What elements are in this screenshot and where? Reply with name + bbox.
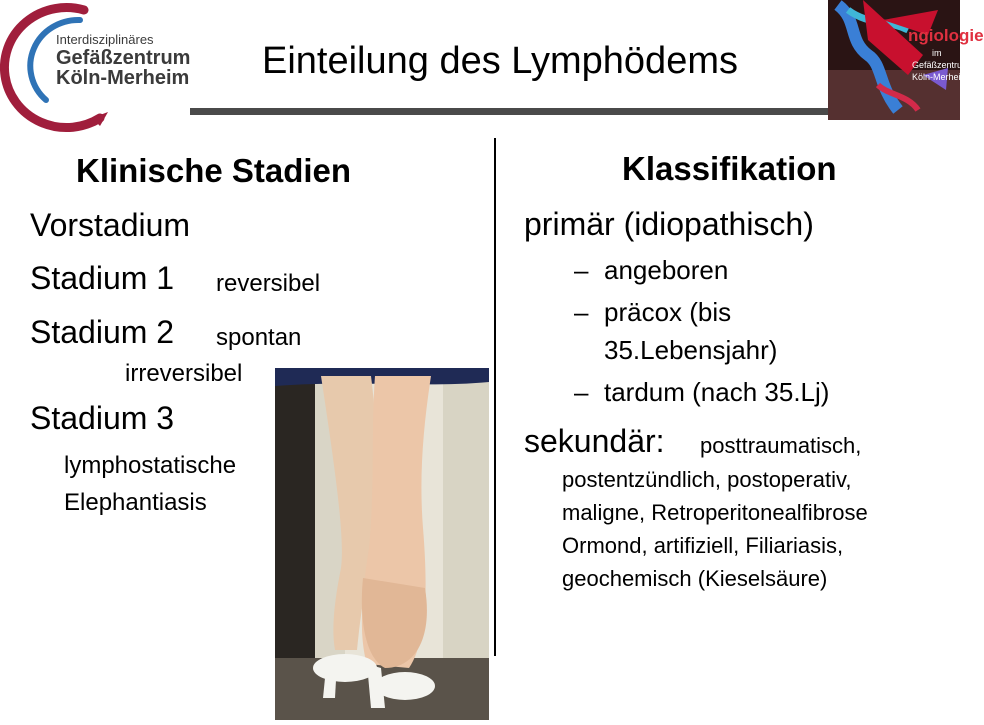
stadium-2-note-2: irreversibel	[125, 360, 243, 387]
stadium-1-note: reversibel	[216, 270, 321, 297]
logo-right-line-1: im	[932, 48, 942, 58]
logo-line-2: Gefäßzentrum	[56, 47, 191, 69]
logo-right	[828, 0, 984, 120]
stadium-3-note-1: lymphostatische	[64, 452, 237, 479]
stadium-3-label: Stadium 3	[30, 400, 175, 436]
legs-photo-icon	[275, 368, 489, 720]
sekundaer-label: sekundär:	[524, 423, 665, 459]
logo-left	[0, 0, 190, 128]
list-item-praecox-line-1: präcox (bis	[604, 297, 732, 327]
sekundaer-note-4: geochemisch (Kieselsäure)	[562, 566, 828, 591]
column-divider	[494, 138, 496, 656]
left-heading: Klinische Stadien	[76, 152, 352, 189]
stadium-2-note-1: spontan	[216, 324, 302, 351]
sekundaer-note-0: posttraumatisch,	[700, 433, 862, 458]
list-item-tardum: tardum (nach 35.Lj)	[604, 377, 830, 407]
title-underline	[190, 108, 830, 115]
sekundaer-note-2: maligne, Retroperitonealfibrose	[562, 500, 868, 525]
list-dash: –	[574, 297, 589, 327]
list-dash: –	[574, 255, 589, 285]
stadium-3-note-2: Elephantiasis	[64, 489, 207, 516]
sekundaer-note-1: postentzündlich, postoperativ,	[562, 467, 852, 492]
stadium-1-label: Stadium 1	[30, 260, 175, 296]
stadium-2-label: Stadium 2	[30, 314, 175, 350]
logo-line-3: Köln-Merheim	[56, 67, 190, 89]
primaer-label: primär (idiopathisch)	[524, 206, 814, 242]
list-dash: –	[574, 377, 589, 407]
vorstadium-label: Vorstadium	[30, 207, 191, 243]
logo-right-word: ngiologie	[908, 26, 984, 45]
right-heading: Klassifikation	[622, 150, 837, 187]
sekundaer-note-3: Ormond, artifiziell, Filiariasis,	[562, 533, 844, 558]
lymphedema-photo	[275, 368, 489, 720]
logo-line-1: Interdisziplinäres	[56, 32, 154, 47]
list-item-angeboren: angeboren	[604, 255, 729, 285]
logo-right-line-2: Gefäßzentrum	[912, 60, 970, 70]
list-item-praecox-line-2: 35.Lebensjahr)	[604, 335, 778, 365]
page-title: Einteilung des Lymphödems	[262, 40, 738, 82]
logo-right-line-3: Köln-Merheim	[912, 72, 969, 82]
